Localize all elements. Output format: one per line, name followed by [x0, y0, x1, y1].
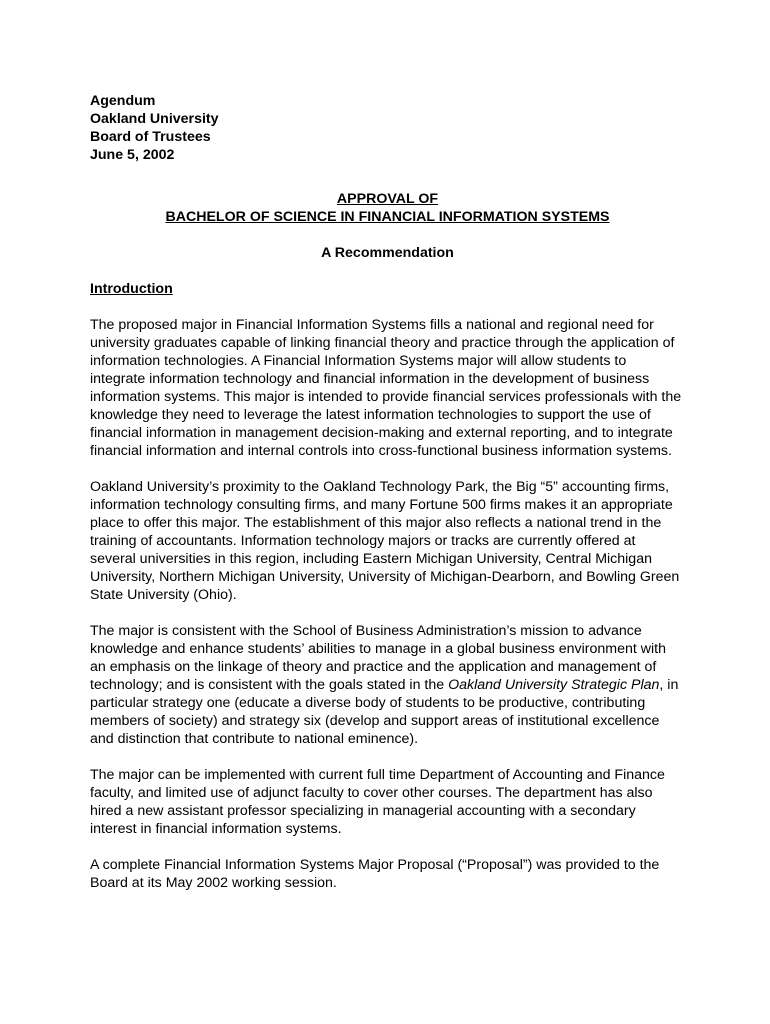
- agendum-date: June 5, 2002: [90, 147, 175, 163]
- paragraph-5: A complete Financial Information Systems Major Proposal (“Proposal”) was provided to the Board at its May 2002 working session.: [90, 857, 660, 891]
- agendum-label: Agendum: [90, 93, 156, 109]
- paragraph-1: The proposed major in Financial Information Systems fills a national and regional need for university graduates capable of linking financial theory and practice through the application of information technologies. A Financial Information Systems major will allow students to integrate information technology and financial information in the development of business information systems. This major is intended to provide financial services professionals with the knowledge they need to leverage the latest information technologies to support the use of financial information in management decision-making and external reporting, and to integrate financial information and internal controls into cross-functional business information systems.: [90, 317, 682, 459]
- paragraph-4: The major can be implemented with current full time Department of Accounting and Finance faculty, and limited use of adjunct faculty to cover other courses. The department has also hired a new assistant professor specializing in managerial accounting with a secondary interest in financial information systems.: [90, 767, 665, 837]
- document-subtitle: A Recommendation: [321, 245, 454, 261]
- agendum-header: [90, 92, 685, 164]
- strategic-plan-title: Oakland University Strategic Plan: [448, 677, 660, 693]
- board-name: Board of Trustees: [90, 129, 211, 145]
- paragraph-3-text-end: , in particular strategy one (educate a diverse body of students to be productive, contributing members of society) and strategy six (develop and support areas of institutional excellence and distinction that contribute to national eminence).: [90, 677, 679, 747]
- paragraph-3-text-start: The major is consistent with the School of Business Administration’s mission to advance knowledge and enhance students’ abilities to manage in a global business environment with an emphasis on the linkage of theory and practice and the application and management of technology; and is consistent with the goals stated in the: [90, 623, 667, 693]
- document-page: [90, 92, 685, 892]
- title-line-degree: BACHELOR OF SCIENCE IN FINANCIAL INFORMATION SYSTEMS: [165, 209, 610, 225]
- title-line-approval: APPROVAL OF: [336, 191, 439, 207]
- paragraph-2: Oakland University’s proximity to the Oakland Technology Park, the Big “5” accounting firms, information technology consulting firms, and many Fortune 500 firms makes it an appropriate place to offer this major. The establishment of this major also reflects a national trend in the training of accountants. Information technology majors or tracks are currently offered at several universities in this region, including Eastern Michigan University, Central Michigan University, Northern Michigan University, University of Michigan-Dearborn, and Bowling Green State University (Ohio).: [90, 479, 680, 603]
- paragraph-3: [90, 622, 685, 748]
- university-name: Oakland University: [90, 111, 219, 127]
- document-title: [90, 190, 685, 226]
- introduction-heading: Introduction: [90, 281, 173, 297]
